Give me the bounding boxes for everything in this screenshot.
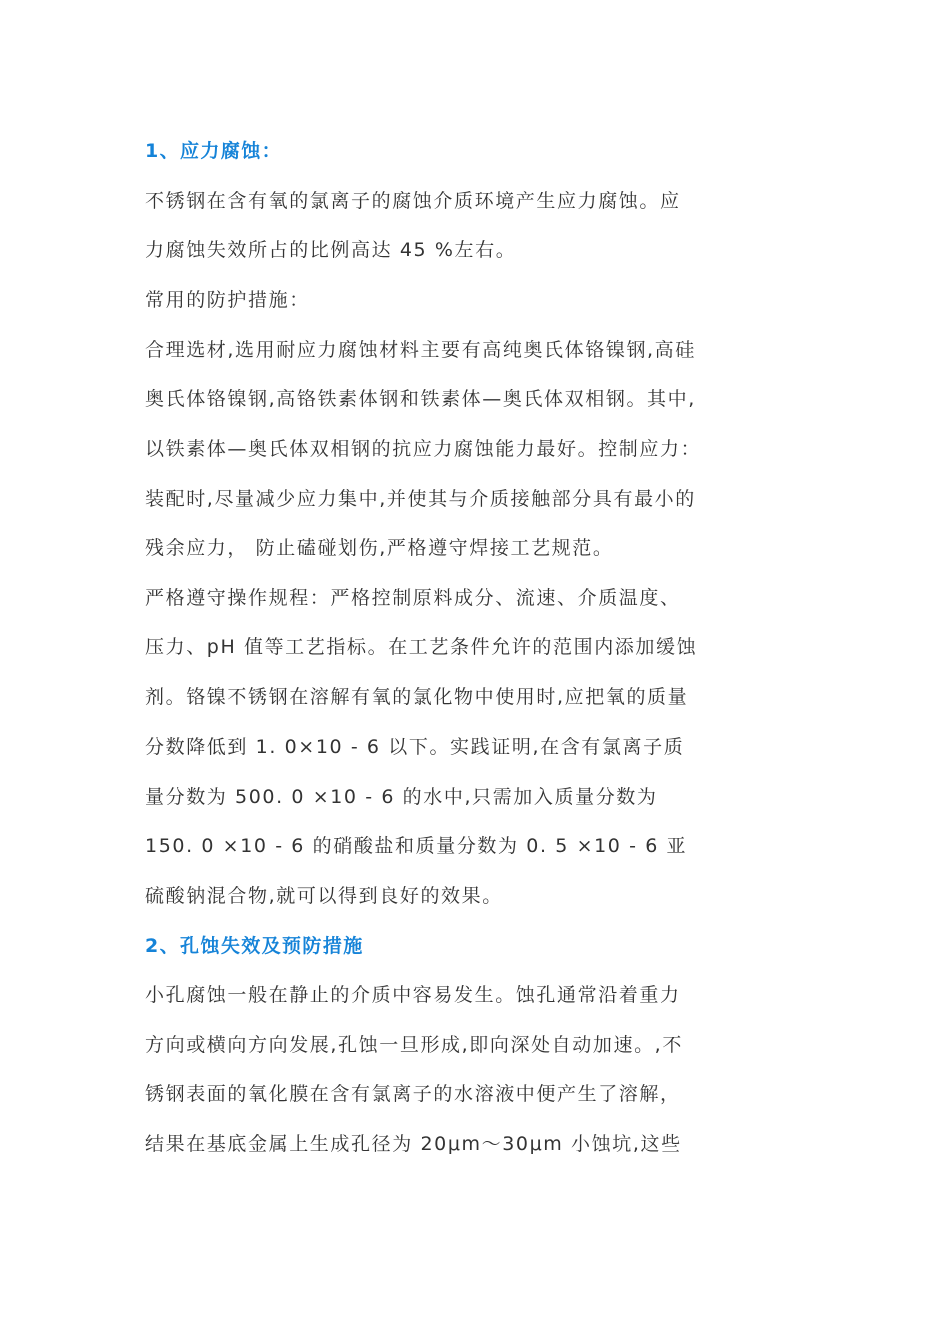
paragraph-line: 方向或横向方向发展,孔蚀一旦形成,即向深处自动加速。,不 [145,1034,683,1056]
paragraph-line: 分数降低到 1. 0×10 - 6 以下。实践证明,在含有氯离子质 [145,736,685,758]
section-2-heading: 2、孔蚀失效及预防措施 [145,935,364,957]
paragraph-line: 量分数为 500. 0 ×10 - 6 的水中,只需加入质量分数为 [145,786,658,808]
paragraph-line: 常用的防护措施： [145,289,310,311]
paragraph-line: 不锈钢在含有氧的氯离子的腐蚀介质环境产生应力腐蚀。应 [145,190,681,212]
paragraph-line: 小孔腐蚀一般在静止的介质中容易发生。蚀孔通常沿着重力 [145,984,681,1006]
paragraph-line: 剂。铬镍不锈钢在溶解有氧的氯化物中使用时,应把氧的质量 [145,686,689,708]
section-1-heading: 1、应力腐蚀： [145,140,283,162]
paragraph-line: 结果在基底金属上生成孔径为 20μm～30μm 小蚀坑,这些 [145,1133,682,1155]
paragraph-line: 锈钢表面的氧化膜在含有氯离子的水溶液中便产生了溶解， [145,1083,681,1105]
paragraph-line: 奥氏体铬镍钢,高铬铁素体钢和铁素体—奥氏体双相钢。其中, [145,388,696,410]
paragraph-line: 压力、pH 值等工艺指标。在工艺条件允许的范围内添加缓蚀 [145,636,698,658]
paragraph-line: 残余应力， 防止磕碰划伤,严格遵守焊接工艺规范。 [145,537,614,559]
paragraph-line: 力腐蚀失效所占的比例高达 45 %左右。 [145,239,517,261]
paragraph-line: 硫酸钠混合物,就可以得到良好的效果。 [145,885,503,907]
paragraph-line: 150. 0 ×10 - 6 的硝酸盐和质量分数为 0. 5 ×10 - 6 亚 [145,835,688,857]
paragraph-line: 装配时,尽量减少应力集中,并使其与介质接触部分具有最小的 [145,488,696,510]
paragraph-line: 严格遵守操作规程：严格控制原料成分、流速、介质温度、 [145,587,681,609]
paragraph-line: 以铁素体—奥氏体双相钢的抗应力腐蚀能力最好。控制应力： [145,438,702,460]
paragraph-line: 合理选材,选用耐应力腐蚀材料主要有高纯奥氏体铬镍钢,高硅 [145,339,696,361]
